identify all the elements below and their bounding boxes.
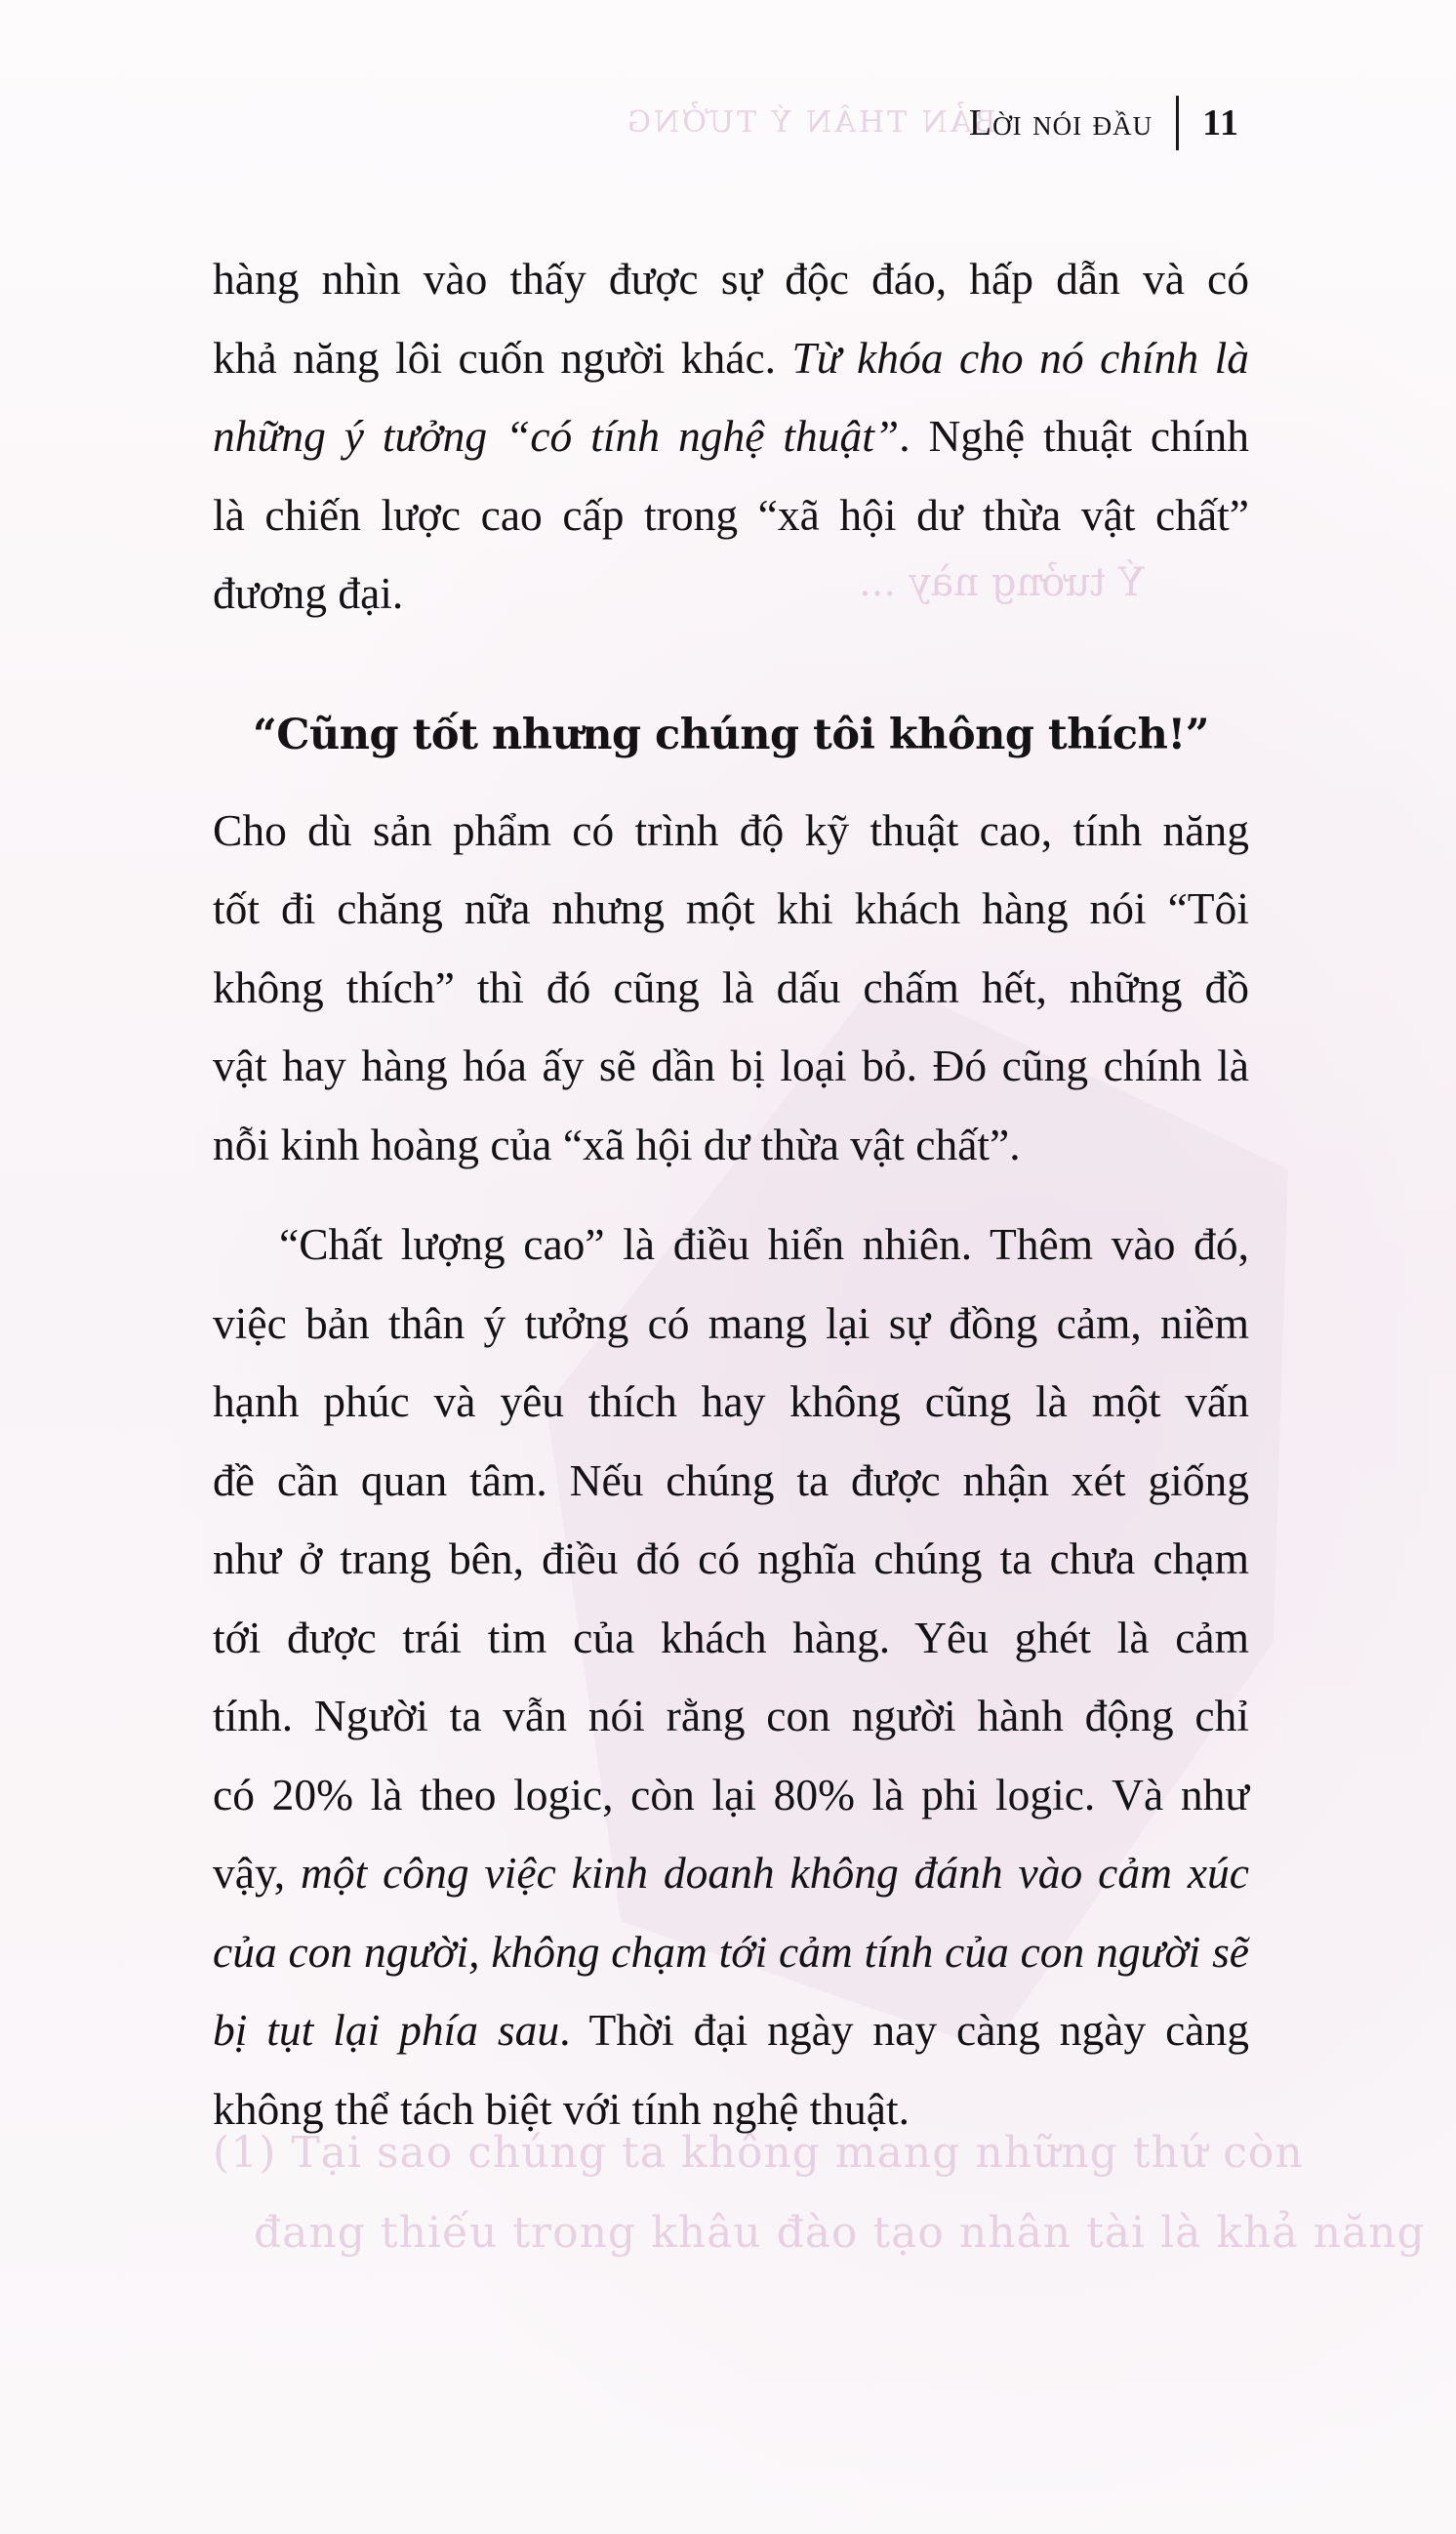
text-line: không thể tách biệt với tính nghệ thuật. — [213, 2083, 910, 2134]
emphasis: những ý tưởng “có tính nghệ thuật” — [213, 411, 900, 461]
paragraph-3 — [213, 1206, 1249, 2148]
emphasis: của con người, không chạm tới cảm tính của con người sẽ — [213, 1926, 1249, 1977]
text-line: tính. Người ta vẫn nói rằng con người hành động chỉ — [213, 1691, 1249, 1740]
text-line: việc bản thân ý tưởng có mang lại sự đồng cảm, niềm — [213, 1297, 1249, 1348]
text-line: đề cần quan tâm. Nếu chúng ta được nhận xét giống — [213, 1454, 1249, 1505]
text-line: tới được trái tim của khách hàng. Yêu ghét là cảm — [213, 1612, 1249, 1662]
text-line: đương đại. — [213, 568, 404, 618]
paragraph-1 — [213, 240, 1249, 634]
text-line: hạnh phúc và yêu thích hay không cũng là một vấn — [213, 1376, 1249, 1426]
text-line: tốt đi chăng nữa nhưng một khi khách hàng nói “Tôi — [213, 883, 1249, 933]
emphasis: bị tụt lại phía sau — [213, 2005, 560, 2055]
text-line: không thích” thì đó cũng là dấu chấm hết, những đồ — [213, 961, 1249, 1012]
text-line: như ở trang bên, điều đó có nghĩa chúng ta chưa chạm — [213, 1533, 1249, 1583]
text-line: “Chất lượng cao” là điều hiển nhiên. Thêm vào đó, — [279, 1219, 1249, 1269]
header-divider — [1176, 96, 1179, 150]
text-line: là chiến lược cao cấp trong “xã hội dư thừa vật chất” — [213, 489, 1249, 540]
text-line: những ý tưởng “có tính nghệ thuật”. Nghệ thuật chính — [213, 411, 1249, 461]
emphasis: Từ khóa cho nó chính là — [791, 332, 1249, 383]
text-line: Cho dù sản phẩm có trình độ kỹ thuật cao, tính năng — [213, 804, 1249, 855]
paragraph-2 — [213, 792, 1249, 1185]
bleed-through-text: (1) Tại sao chúng ta không mang những thứ còn — [213, 2128, 1304, 2178]
text-line: hàng nhìn vào thấy được sự độc đáo, hấp dẫn và có — [213, 254, 1249, 304]
text-line: khả năng lôi cuốn người khác. Từ khóa cho nó chính là — [213, 332, 1249, 383]
running-head — [969, 96, 1239, 150]
text-line — [213, 1913, 1249, 1992]
chapter-title: Lời nói đầu — [968, 102, 1153, 143]
page-number: 11 — [1202, 102, 1239, 143]
text-line: bị tụt lại phía sau. Thời đại ngày nay càng ngày càng — [213, 2005, 1249, 2055]
page-body — [213, 240, 1249, 2148]
text-line: vậy, một công việc kinh doanh không đánh vào cảm xúc — [213, 1848, 1250, 1898]
bleed-through-running-head: BẢN THÂN Ý TƯỞNG — [625, 105, 996, 140]
emphasis: một công việc kinh doanh không đánh vào cảm xúc — [301, 1848, 1250, 1898]
text-line: vật hay hàng hóa ấy sẽ dần bị loại bỏ. Đó cũng chính là — [213, 1041, 1249, 1090]
text-line: nỗi kinh hoàng của “xã hội dư thừa vật chất”. — [213, 1119, 1021, 1169]
text-line: có 20% là theo logic, còn lại 80% là phi logic. Và như — [213, 1769, 1249, 1819]
bleed-through-text: đang thiếu trong khâu đào tạo nhân tài là khả năng — [254, 2208, 1426, 2258]
section-heading: “Cũng tốt nhưng chúng tôi không thích!” — [253, 710, 1209, 759]
bleed-through-text: Ý tưởng này ... — [859, 560, 1145, 605]
